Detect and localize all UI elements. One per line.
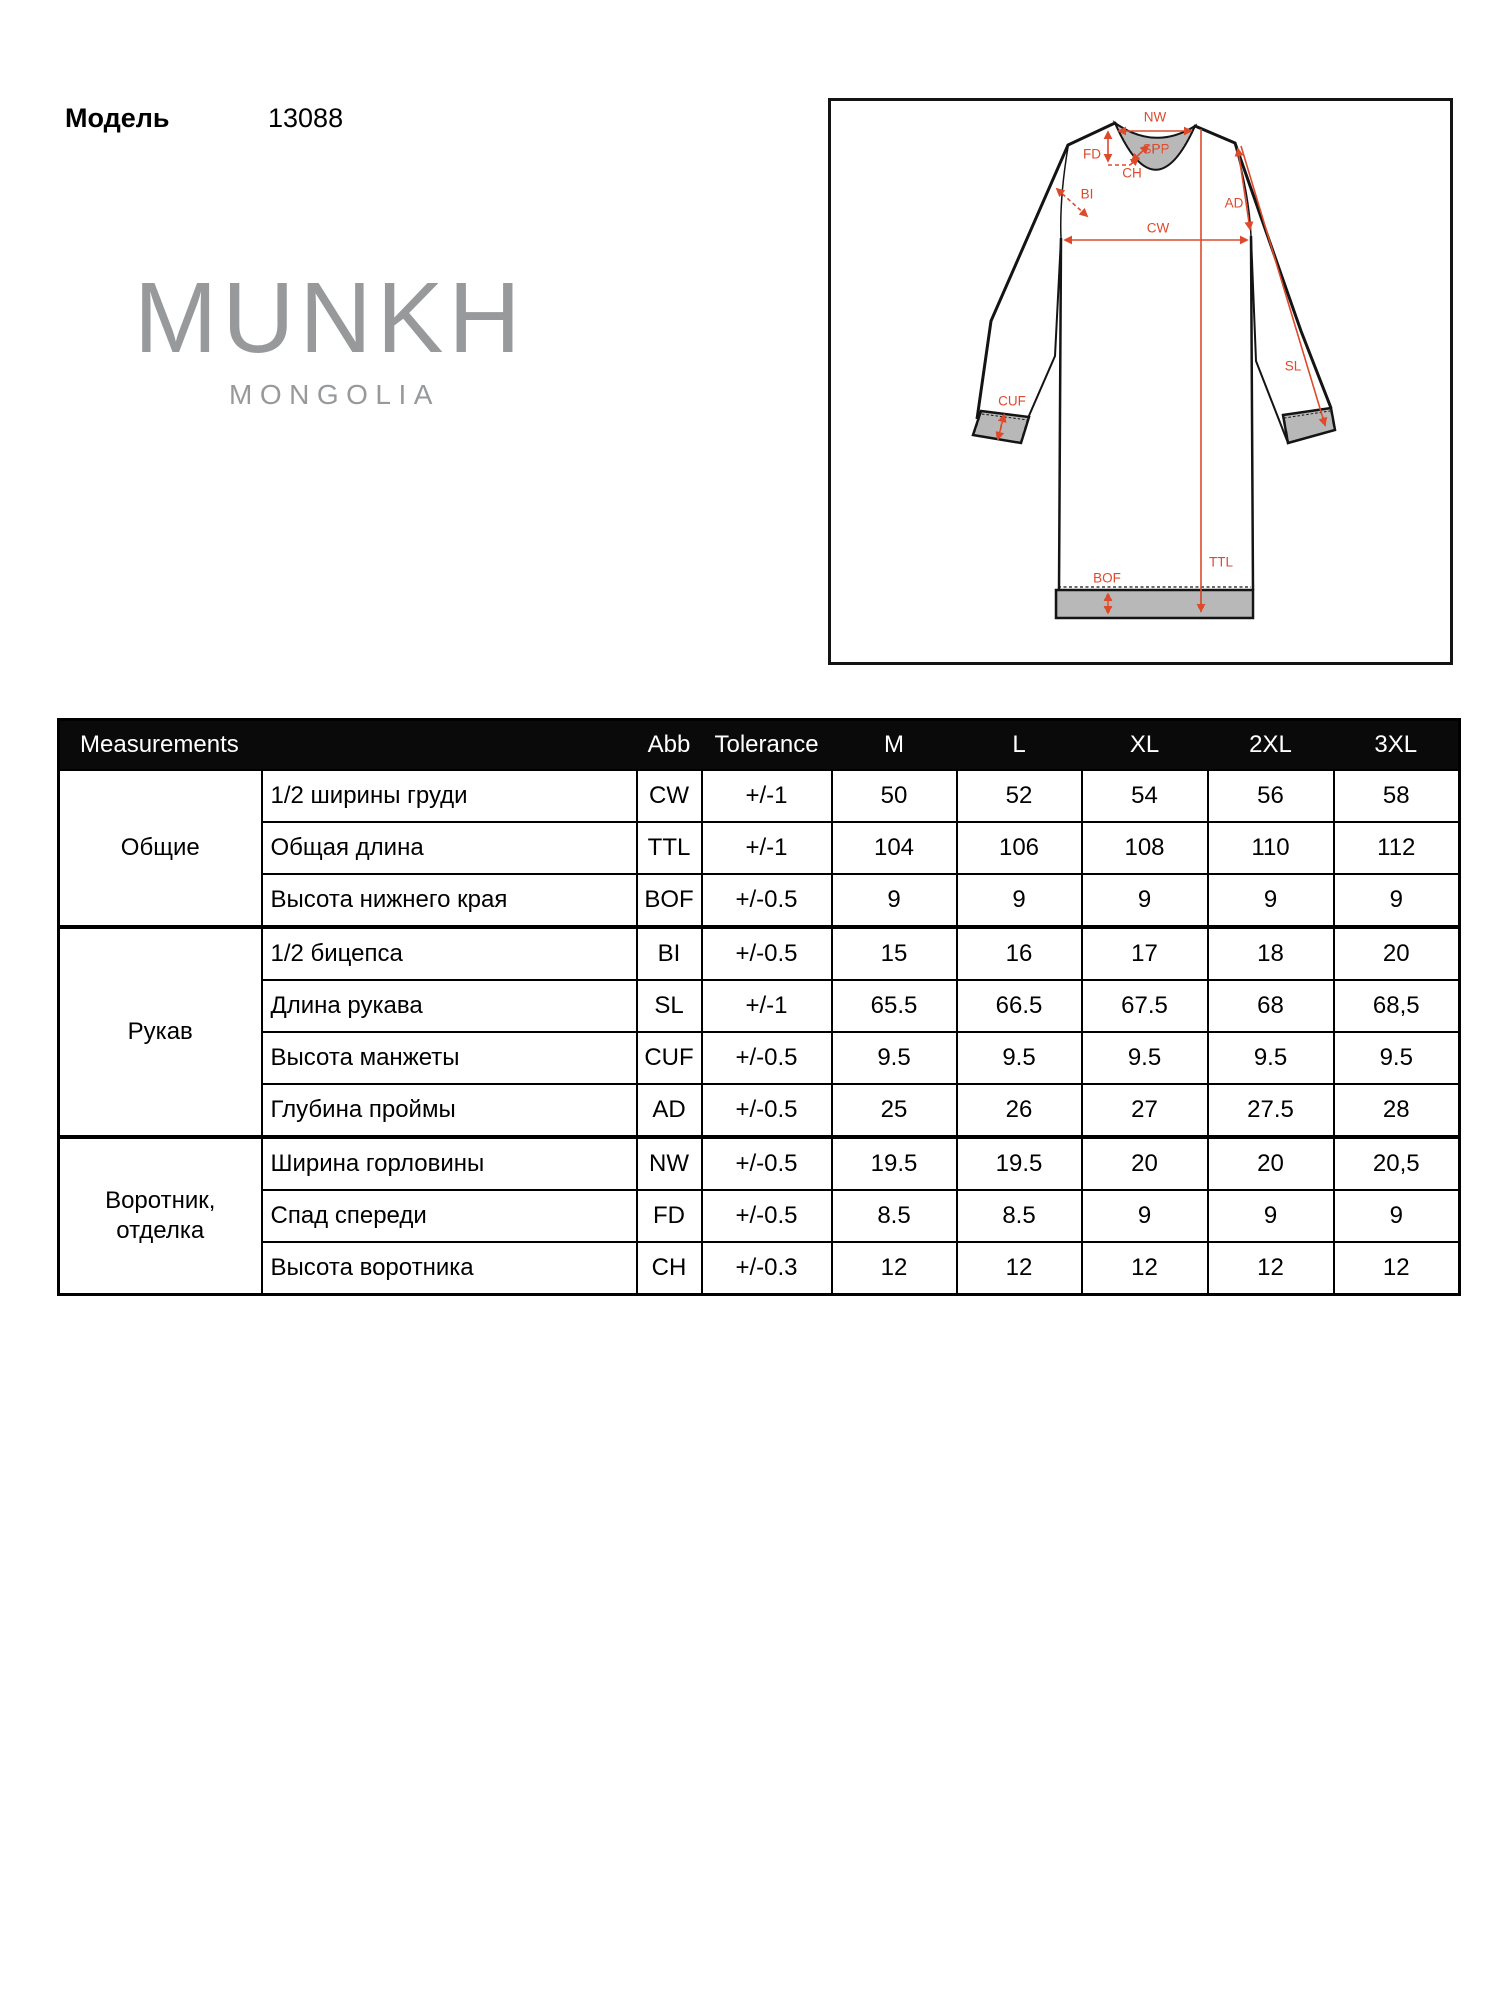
header-measurements: Measurements — [59, 720, 637, 771]
value-cell: 12 — [1082, 1242, 1208, 1295]
measure-name-cell: 1/2 бицепса — [262, 927, 637, 980]
value-cell: 9 — [1208, 874, 1334, 927]
diagram-label-sl: SL — [1284, 358, 1302, 374]
value-cell: 20 — [1334, 927, 1460, 980]
value-cell: 112 — [1334, 822, 1460, 874]
table-row — [59, 927, 1460, 980]
abb-cell: SL — [637, 980, 702, 1032]
group-cell: Воротник, отделка — [59, 1137, 262, 1295]
tolerance-cell: +/-1 — [702, 770, 832, 822]
diagram-label-fd: FD — [1083, 146, 1101, 162]
value-cell: 9.5 — [1082, 1032, 1208, 1084]
group-cell: Рукав — [59, 927, 262, 1137]
value-cell: 8.5 — [832, 1190, 957, 1242]
measure-name-cell: Высота манжеты — [262, 1032, 637, 1084]
brand-logo: MUNKH — [134, 262, 526, 374]
garment-technical-drawing — [828, 98, 1453, 665]
header-size-m: M — [832, 720, 957, 771]
diagram-label-nw: NW — [1143, 109, 1167, 125]
tolerance-cell: +/-0.5 — [702, 1137, 832, 1190]
value-cell: 27 — [1082, 1084, 1208, 1137]
measure-name-cell: Длина рукава — [262, 980, 637, 1032]
table-row — [59, 822, 1460, 874]
garment-flat-sketch-svg — [831, 101, 1450, 662]
table-row — [59, 1190, 1460, 1242]
value-cell: 27.5 — [1208, 1084, 1334, 1137]
header-size-3xl: 3XL — [1334, 720, 1460, 771]
abb-cell: AD — [637, 1084, 702, 1137]
diagram-label-spp: SPP — [1142, 141, 1170, 157]
table-row — [59, 874, 1460, 927]
value-cell: 12 — [1208, 1242, 1334, 1295]
tolerance-cell: +/-0.5 — [702, 927, 832, 980]
value-cell: 9 — [1334, 1190, 1460, 1242]
value-cell: 9 — [832, 874, 957, 927]
table-row — [59, 1084, 1460, 1137]
header-abb: Abb — [637, 720, 702, 771]
value-cell: 12 — [1334, 1242, 1460, 1295]
diagram-label-ch: CH — [1122, 165, 1142, 181]
value-cell: 9.5 — [1208, 1032, 1334, 1084]
value-cell: 67.5 — [1082, 980, 1208, 1032]
measure-name-cell: Общая длина — [262, 822, 637, 874]
value-cell: 66.5 — [957, 980, 1082, 1032]
value-cell: 52 — [957, 770, 1082, 822]
value-cell: 106 — [957, 822, 1082, 874]
value-cell: 56 — [1208, 770, 1334, 822]
measure-name-cell: Глубина проймы — [262, 1084, 637, 1137]
table-row — [59, 1242, 1460, 1295]
header-tolerance: Tolerance — [702, 720, 832, 771]
value-cell: 20 — [1208, 1137, 1334, 1190]
abb-cell: CW — [637, 770, 702, 822]
brand-logo-subtitle: MONGOLIA — [229, 379, 440, 410]
header-size-2xl: 2XL — [1208, 720, 1334, 771]
value-cell: 20,5 — [1334, 1137, 1460, 1190]
value-cell: 28 — [1334, 1084, 1460, 1137]
diagram-label-ad: AD — [1224, 195, 1244, 211]
measure-name-cell: 1/2 ширины груди — [262, 770, 637, 822]
header-size-xl: XL — [1082, 720, 1208, 771]
diagram-label-cw: CW — [1146, 220, 1170, 236]
measure-name-cell: Высота нижнего края — [262, 874, 637, 927]
tolerance-cell: +/-0.5 — [702, 1032, 832, 1084]
value-cell: 9 — [1082, 1190, 1208, 1242]
abb-cell: TTL — [637, 822, 702, 874]
value-cell: 9 — [1082, 874, 1208, 927]
tolerance-cell: +/-0.5 — [702, 1190, 832, 1242]
value-cell: 54 — [1082, 770, 1208, 822]
diagram-label-ttl: TTL — [1208, 554, 1234, 570]
abb-cell: CH — [637, 1242, 702, 1295]
abb-cell: CUF — [637, 1032, 702, 1084]
value-cell: 110 — [1208, 822, 1334, 874]
model-label: Модель — [65, 103, 170, 133]
table-row — [59, 770, 1460, 822]
value-cell: 8.5 — [957, 1190, 1082, 1242]
value-cell: 19.5 — [832, 1137, 957, 1190]
abb-cell: BOF — [637, 874, 702, 927]
measure-name-cell: Ширина горловины — [262, 1137, 637, 1190]
value-cell: 18 — [1208, 927, 1334, 980]
group-cell: Общие — [59, 770, 262, 927]
measure-name-cell: Высота воротника — [262, 1242, 637, 1295]
model-number: 13088 — [268, 103, 344, 133]
abb-cell: FD — [637, 1190, 702, 1242]
value-cell: 65.5 — [832, 980, 957, 1032]
value-cell: 9 — [1208, 1190, 1334, 1242]
value-cell: 20 — [1082, 1137, 1208, 1190]
tolerance-cell: +/-0.5 — [702, 874, 832, 927]
value-cell: 26 — [957, 1084, 1082, 1137]
value-cell: 68,5 — [1334, 980, 1460, 1032]
tolerance-cell: +/-0.3 — [702, 1242, 832, 1295]
value-cell: 12 — [832, 1242, 957, 1295]
value-cell: 16 — [957, 927, 1082, 980]
value-cell: 9.5 — [1334, 1032, 1460, 1084]
header-size-l: L — [957, 720, 1082, 771]
value-cell: 108 — [1082, 822, 1208, 874]
tolerance-cell: +/-1 — [702, 822, 832, 874]
table-row — [59, 1137, 1460, 1190]
value-cell: 9.5 — [832, 1032, 957, 1084]
value-cell: 58 — [1334, 770, 1460, 822]
measurements-table — [57, 718, 1461, 1296]
table-row — [59, 1032, 1460, 1084]
value-cell: 9.5 — [957, 1032, 1082, 1084]
table-row — [59, 980, 1460, 1032]
abb-cell: NW — [637, 1137, 702, 1190]
diagram-label-bof: BOF — [1093, 570, 1121, 586]
table-header-row — [59, 720, 1460, 771]
value-cell: 9 — [957, 874, 1082, 927]
value-cell: 9 — [1334, 874, 1460, 927]
value-cell: 68 — [1208, 980, 1334, 1032]
value-cell: 15 — [832, 927, 957, 980]
tolerance-cell: +/-0.5 — [702, 1084, 832, 1137]
value-cell: 19.5 — [957, 1137, 1082, 1190]
value-cell: 12 — [957, 1242, 1082, 1295]
tolerance-cell: +/-1 — [702, 980, 832, 1032]
abb-cell: BI — [637, 927, 702, 980]
value-cell: 50 — [832, 770, 957, 822]
diagram-label-cuf: CUF — [998, 393, 1026, 409]
diagram-label-bi: BI — [1080, 186, 1094, 202]
value-cell: 17 — [1082, 927, 1208, 980]
value-cell: 104 — [832, 822, 957, 874]
measure-name-cell: Спад спереди — [262, 1190, 637, 1242]
value-cell: 25 — [832, 1084, 957, 1137]
